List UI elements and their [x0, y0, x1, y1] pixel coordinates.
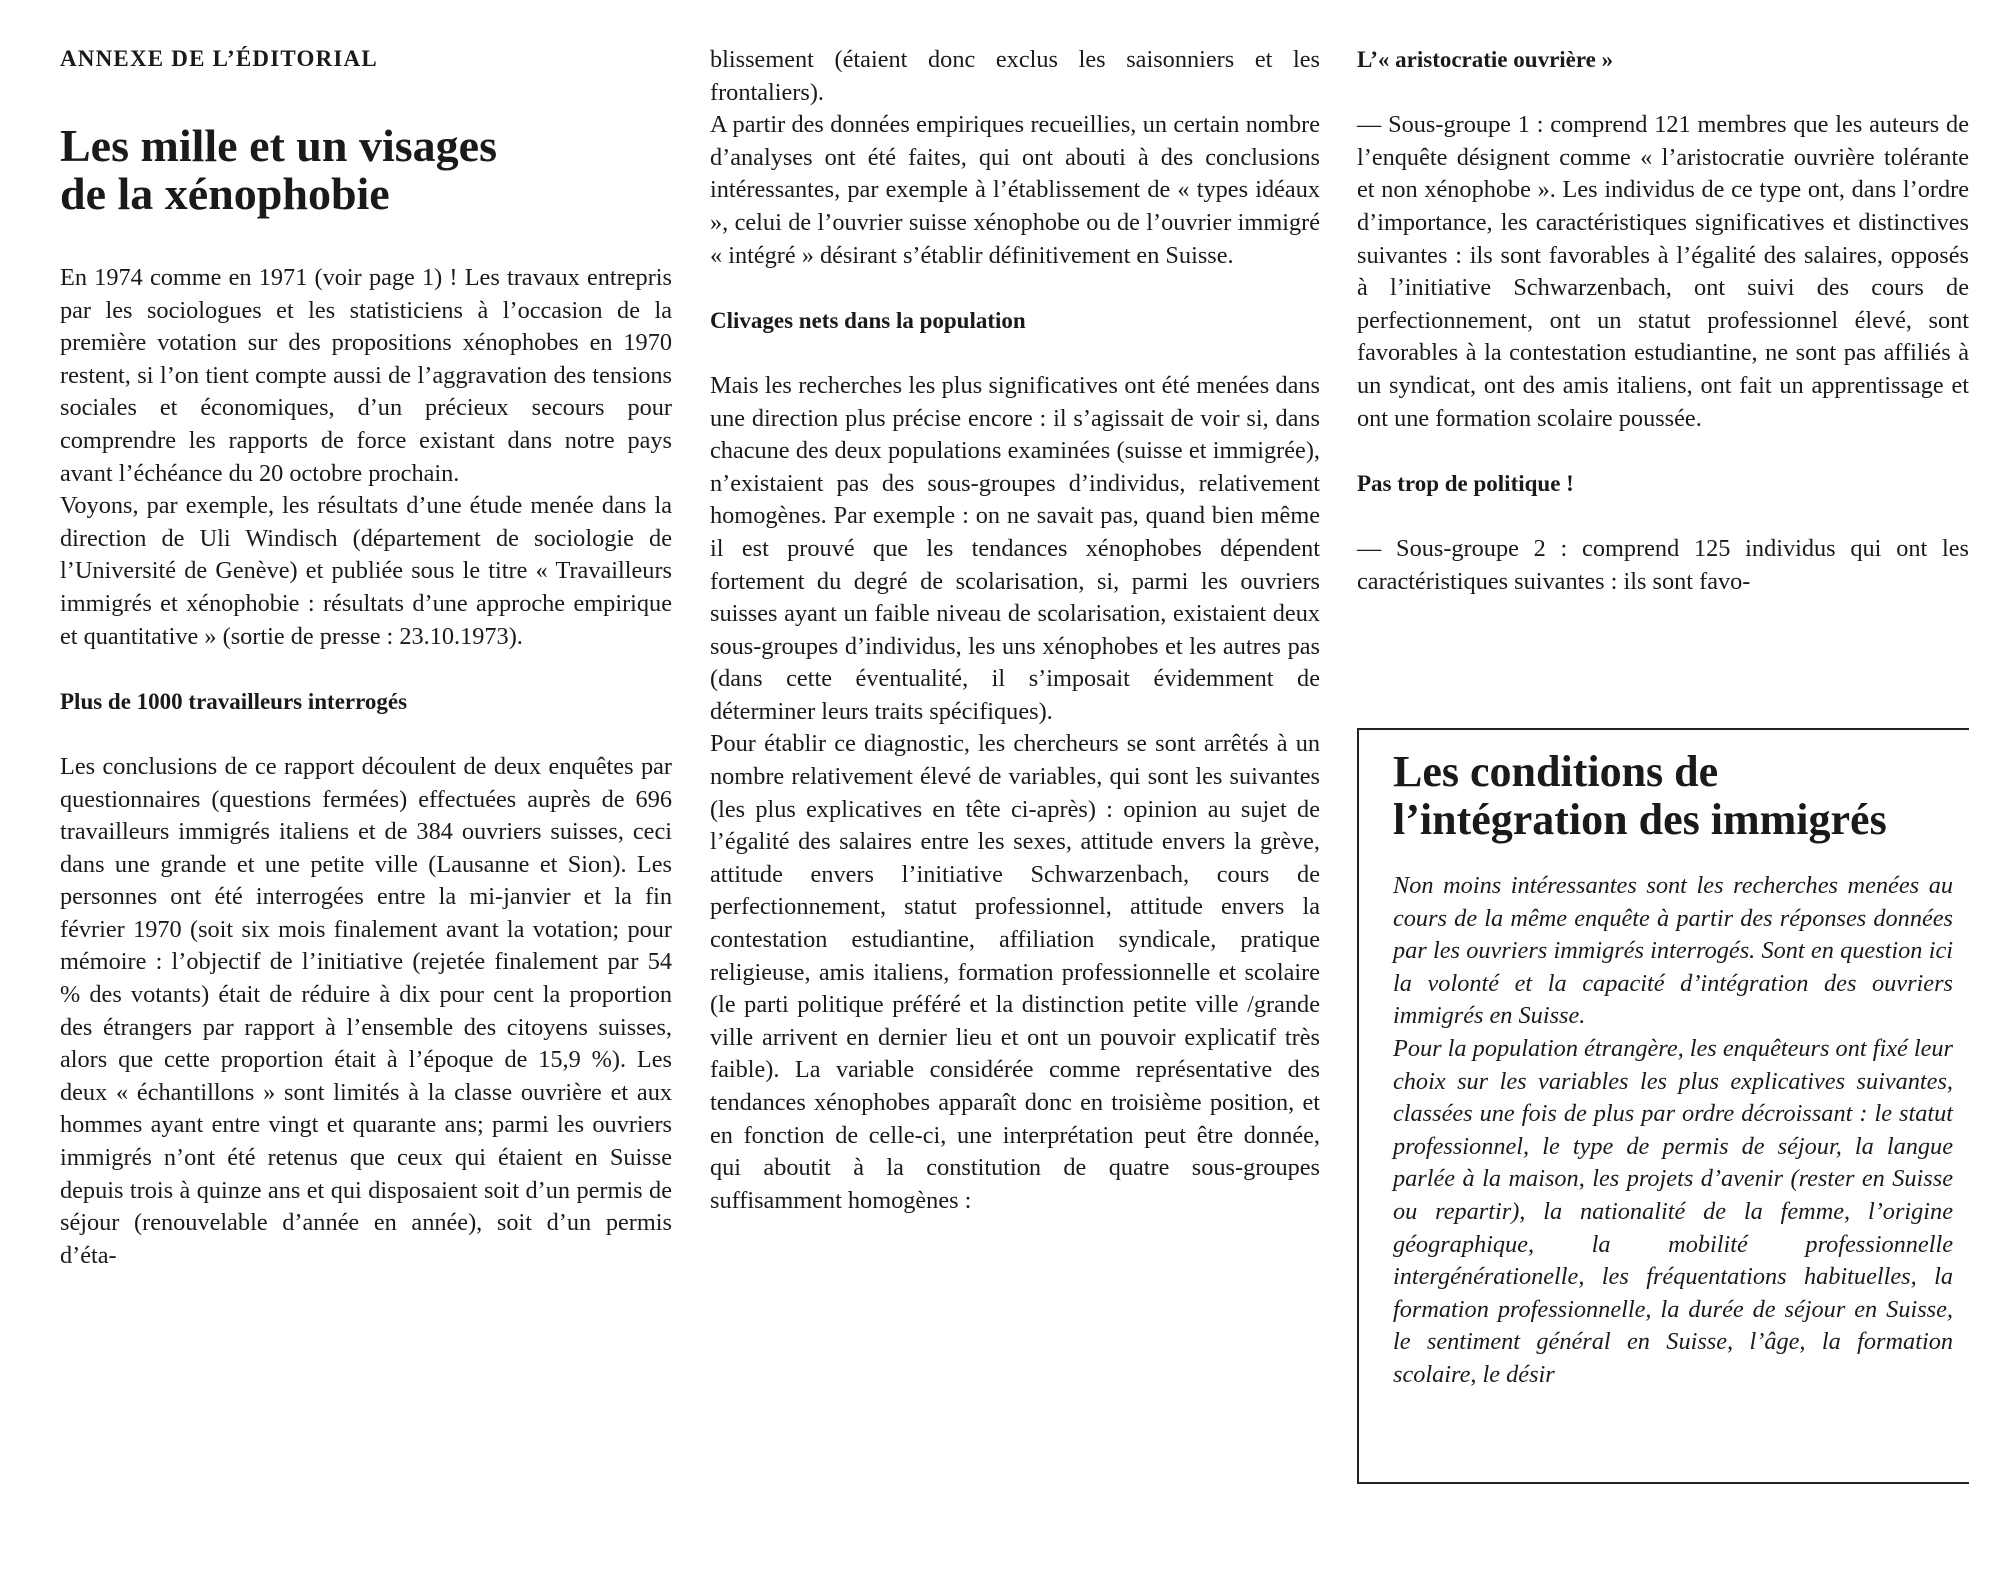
paragraph: Pour établir ce diagnostic, les chercheurs se sont arrêtés à un nombre relativement élevé de variables, qui sont les suivantes (les plus explicatives en tête ci-après) : opinion au sujet de l’égalité des salaires entre les sexes, attitude envers la grève, attitude envers l’initiative Schwarzenbach, cours de perfectionnement, statut professionnel, attitude envers la contestation estudiantine, affiliation syndicale, pratique religieuse, amis italiens, formation professionnelle et scolaire (le parti politique préféré et la distinction petite ville /grande ville arrivent en dernier lieu et ont un pouvoir explicatif très faible). La variable considérée comme représentative des tendances xénophobes apparaît donc en troisième position, et en fonction de celle-ci, une interprétation peut être donnée, qui aboutit à la constitution de quatre sous-groupes suffisamment homogènes :	[710, 730, 1320, 1214]
sidebar-box	[1357, 728, 1969, 1484]
subheading: Clivages nets dans la population	[710, 307, 1026, 333]
subheading: L’« aristocratie ouvrière »	[1357, 47, 1614, 72]
box-title-line-1: Les conditions de	[1393, 747, 1719, 796]
kicker: ANNEXE DE L’ÉDITORIAL	[60, 46, 378, 71]
box-paragraph: Non moins intéressantes sont les recherches menées au cours de la même enquête à partir des réponses données par les ouvriers immigrés interrogés. Sont en question ici la volonté et la capacité d’intégration des ouvriers immigrés en Suisse.	[1393, 872, 1953, 1030]
paragraph: — Sous-groupe 2 : comprend 125 individus qui ont les caractéristiques suivantes : ils sont favo-	[1357, 534, 1969, 595]
column-2	[710, 44, 1320, 1217]
sidebar-box-content	[1393, 748, 1953, 1392]
box-paragraph: Pour la population étrangère, les enquêteurs ont fixé leur choix sur les variables les plus explicatives suivantes, classées une fois de plus par ordre décroissant : le statut professionnel, le type de permis de séjour, la langue parlée à la maison, les projets d’avenir (rester en Suisse ou repartir), la nationalité de la femme, l’origine géographique, la mobilité professionnelle intergénérationelle, les fréquentations habituelles, la formation professionnelle, la durée de séjour en Suisse, le sentiment général en Suisse, l’âge, la formation scolaire, le désir	[1393, 1034, 1953, 1388]
paragraph: En 1974 comme en 1971 (voir page 1) ! Les travaux entrepris par les sociologues et les statisticiens à l’occasion de la première votation sur des propositions xénophobes en 1970 restent, si l’on tient compte aussi de l’aggravation des tensions sociales et économiques, d’un précieux secours pour comprendre les rapports de force existant dans notre pays avant l’échéance du 20 octobre prochain.	[60, 264, 672, 487]
paragraph: blissement (étaient donc exclus les saisonniers et les frontaliers).	[710, 46, 1320, 106]
column-1	[60, 44, 672, 1272]
paragraph: Mais les recherches les plus significatives ont été menées dans une direction plus précise encore : il s’agissait de voir si, dans chacune des deux populations examinées (suisse et immigrée), n’existaient pas des sous-groupes d’individus, relativement homogènes. Par exemple : on ne savait pas, quand bien même il est prouvé que les tendances xénophobes dépendent fortement du degré de scolarisation, si, parmi les ouvriers suisses ayant un faible niveau de scolarisation, existaient deux sous-groupes d’individus, les uns xénophobes et les autres pas (dans cette éventualité, il s’imposait évidemment de déterminer leurs traits spécifiques).	[710, 371, 1320, 725]
box-title-line-2: l’intégration des immigrés	[1393, 795, 1887, 844]
paragraph: A partir des données empiriques recueillies, un certain nombre d’analyses ont été faites, qui ont abouti à des conclusions intéressantes, par exemple à l’établissement de « types idéaux », celui de l’ouvrier suisse xénophobe ou de l’ouvrier immigré « intégré » désirant s’établir définitivement en Suisse.	[710, 111, 1320, 269]
paragraph: Les conclusions de ce rapport découlent de deux enquêtes par questionnaires (questions fermées) effectuées auprès de 696 travailleurs immigrés italiens et de 384 ouvriers suisses, ceci dans une grande et une petite ville (Lausanne et Sion). Les personnes ont été interrogées entre la mi-janvier et la fin février 1970 (soit six mois finalement avant la votation; pour mémoire : l’objectif de l’initiative (rejetée finalement par 54 % des votants) était de réduire à dix pour cent la proportion des étrangers par rapport à l’ensemble des citoyens suisses, alors que cette proportion était à l’époque de 15,9 %). Les deux « échantillons » sont limités à la classe ouvrière et aux hommes ayant entre vingt et quarante ans; parmi les ouvriers immigrés n’ont été retenus que ceux qui étaient en Suisse depuis trois à quinze ans et qui disposaient soit d’un permis de séjour (renouvelable d’année en année), soit d’un permis d’éta-	[60, 752, 672, 1269]
paragraph: — Sous-groupe 1 : comprend 121 membres que les auteurs de l’enquête désignent comme « l’aristocratie ouvrière tolérante et non xénophobe ». Les individus de ce type ont, dans l’ordre d’importance, les caractéristiques significatives et distinctives suivantes : ils sont favorables à l’égalité des salaires, opposés à l’initiative Schwarzenbach, ont suivi des cours de perfectionnement, ont un statut professionnel élevé, sont favorables à la contestation estudiantine, ne sont pas affiliés à un syndicat, ont des amis italiens, ont fait un apprentissage et ont une formation scolaire poussée.	[1357, 111, 1969, 432]
paragraph: Voyons, par exemple, les résultats d’une étude menée dans la direction de Uli Windisch (département de sociologie de l’Université de Genève) et publiée sous le titre « Travailleurs immigrés et xénophobie : résultats d’une approche empirique et quantitative » (sortie de presse : 23.10.1973).	[60, 492, 672, 650]
subheading: Pas trop de politique !	[1357, 470, 1574, 496]
headline-line-2: de la xénophobie	[60, 168, 390, 219]
subheading: Plus de 1000 travailleurs interrogés	[60, 688, 408, 714]
column-3	[1357, 44, 1969, 598]
headline-line-1: Les mille et un visages	[60, 120, 497, 171]
box-title	[1393, 748, 1953, 844]
headline	[60, 122, 672, 218]
